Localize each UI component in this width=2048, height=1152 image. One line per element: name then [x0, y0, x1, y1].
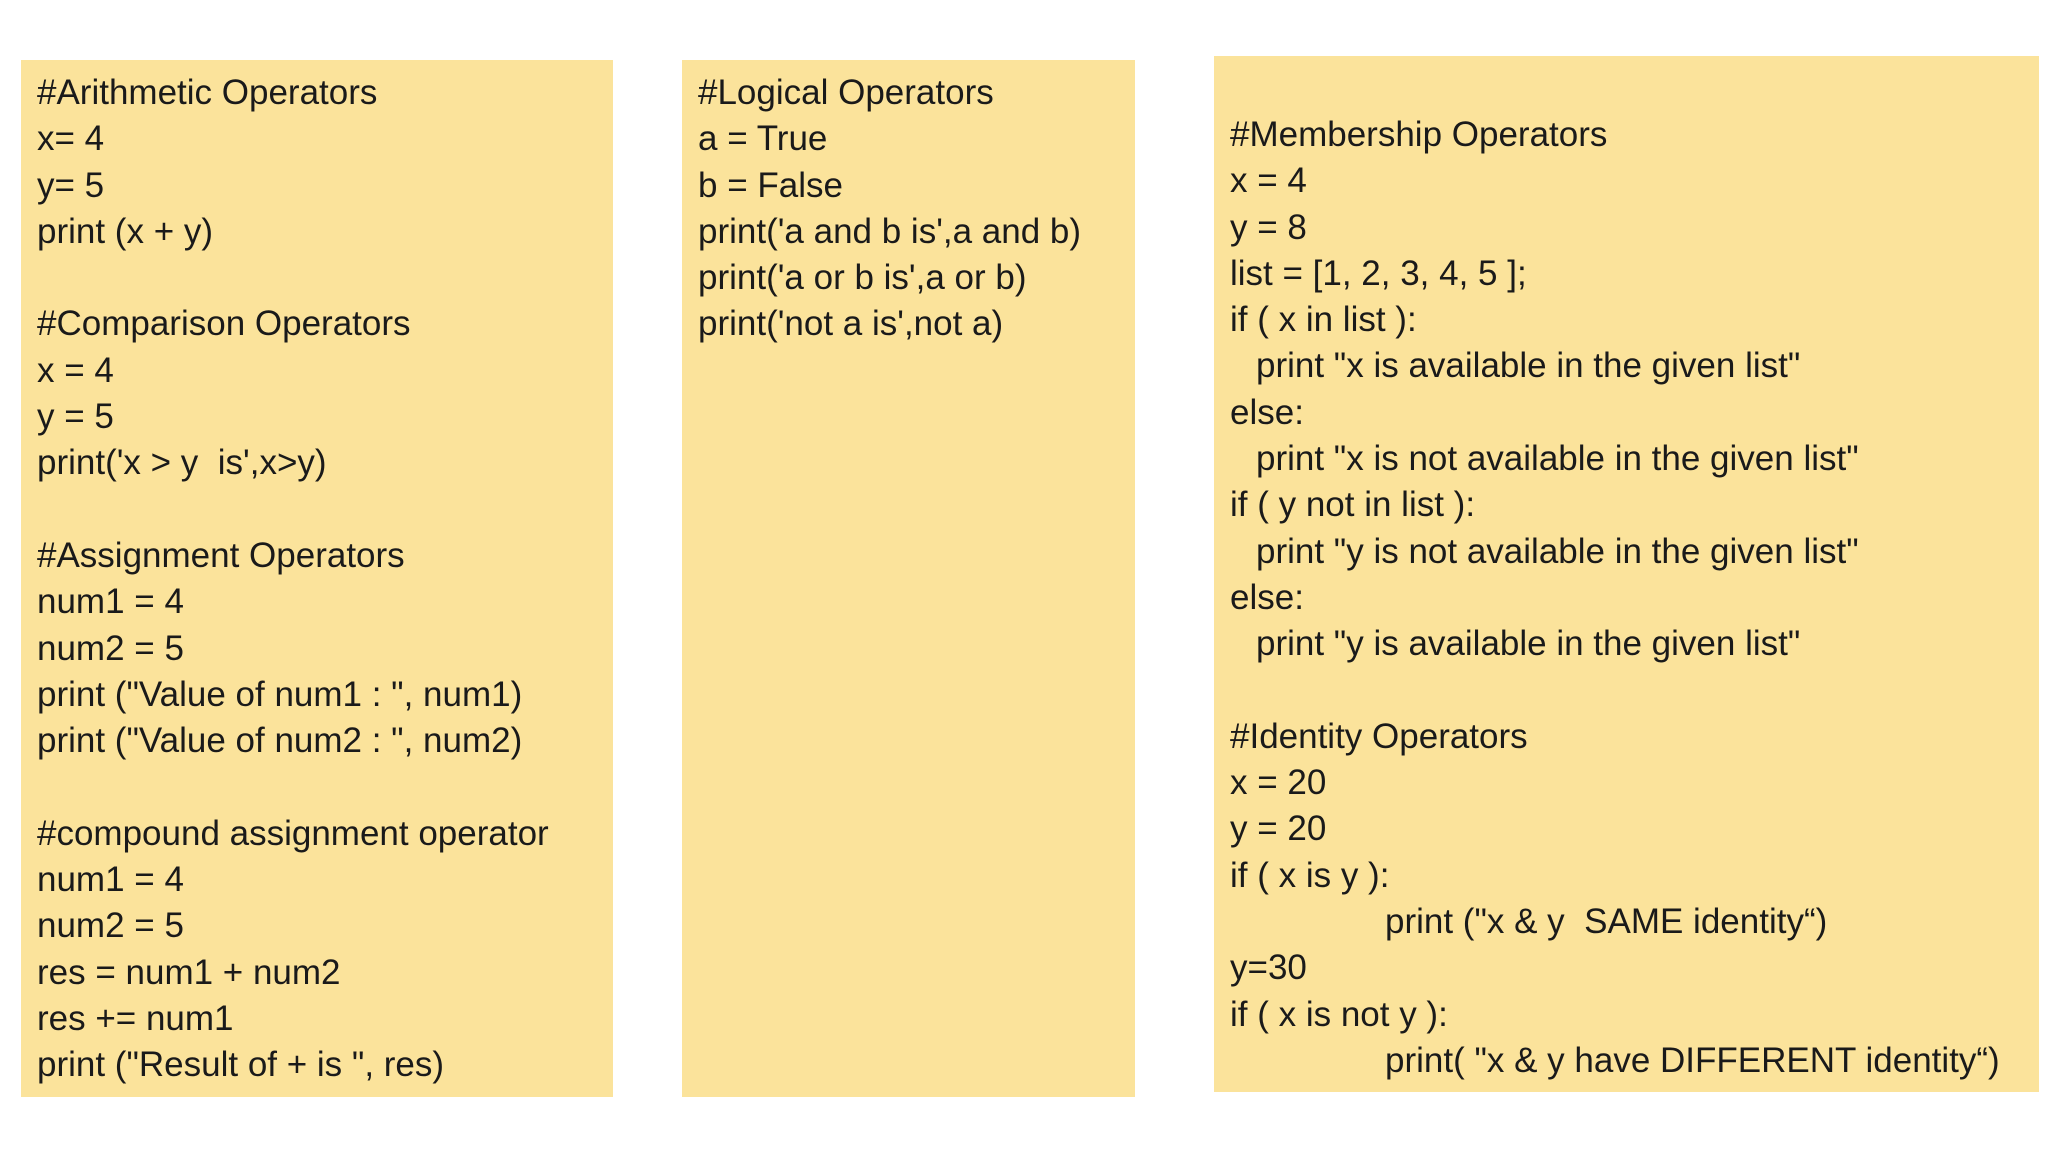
code-panel-middle [682, 60, 1135, 1097]
membership-heading: #Membership Operators [1230, 115, 1608, 154]
arithmetic-heading: #Arithmetic Operators [37, 73, 378, 112]
code-line: else: [1230, 392, 1304, 432]
compound-heading: #compound assignment operator [37, 813, 549, 853]
code-panel-right [1214, 56, 2039, 1092]
spacer [1230, 668, 2039, 714]
code-line: print "x is not available in the given list" [1256, 439, 1859, 479]
spacer [37, 255, 613, 301]
code-line: num1 = 4 [37, 582, 184, 622]
logical-heading: #Logical Operators [698, 73, 994, 112]
code-line: print "y is not available in the given list" [1256, 531, 1859, 571]
code-line: y=30 [1230, 948, 1307, 988]
spacer [37, 764, 613, 810]
assignment-heading: #Assignment Operators [37, 535, 405, 575]
code-line: b = False [698, 165, 843, 205]
code-line: num1 = 4 [37, 860, 184, 900]
code-line: print "y is available in the given list" [1256, 624, 1801, 664]
identity-heading: #Identity Operators [1230, 716, 1528, 756]
code-panel-left [21, 60, 613, 1097]
code-line: print ("Value of num2 : ", num2) [37, 721, 523, 761]
code-line: print (x + y) [37, 211, 214, 251]
code-line: x = 4 [1230, 161, 1307, 201]
code-line: if ( x is y ): [1230, 855, 1390, 895]
code-line: print( "x & y have DIFFERENT identity“) [1385, 1040, 2000, 1080]
code-line: y = 8 [1230, 207, 1307, 247]
code-line: print ("Value of num1 : ", num1) [37, 674, 523, 714]
code-line: y = 20 [1230, 809, 1327, 849]
code-line: print "x is available in the given list" [1256, 346, 1801, 386]
code-line: a = True [698, 119, 828, 159]
comparison-heading: #Comparison Operators [37, 304, 411, 344]
code-line: x = 20 [1230, 763, 1327, 803]
code-line: num2 = 5 [37, 628, 184, 668]
code-line: print('not a is',not a) [698, 304, 1004, 344]
code-line: print('x > y is',x>y) [37, 443, 327, 483]
code-line: res += num1 [37, 998, 234, 1038]
spacer [37, 487, 613, 533]
code-line: res = num1 + num2 [37, 952, 341, 992]
code-line: print ("Result of + is ", res) [37, 1045, 445, 1085]
code-line: x = 4 [37, 350, 114, 390]
code-line: if ( y not in list ): [1230, 485, 1476, 525]
code-line: num2 = 5 [37, 906, 184, 946]
code-line: if ( x is not y ): [1230, 994, 1448, 1034]
code-line: else: [1230, 577, 1304, 617]
code-line: x= 4 [37, 119, 105, 159]
code-line: if ( x in list ): [1230, 300, 1417, 340]
code-line: y = 5 [37, 397, 114, 437]
code-line: list = [1, 2, 3, 4, 5 ]; [1230, 253, 1527, 293]
code-line: print ("x & y SAME identity“) [1385, 902, 1828, 942]
code-line: y= 5 [37, 165, 105, 205]
code-line: print('a and b is',a and b) [698, 211, 1082, 251]
code-line: print('a or b is',a or b) [698, 258, 1027, 298]
